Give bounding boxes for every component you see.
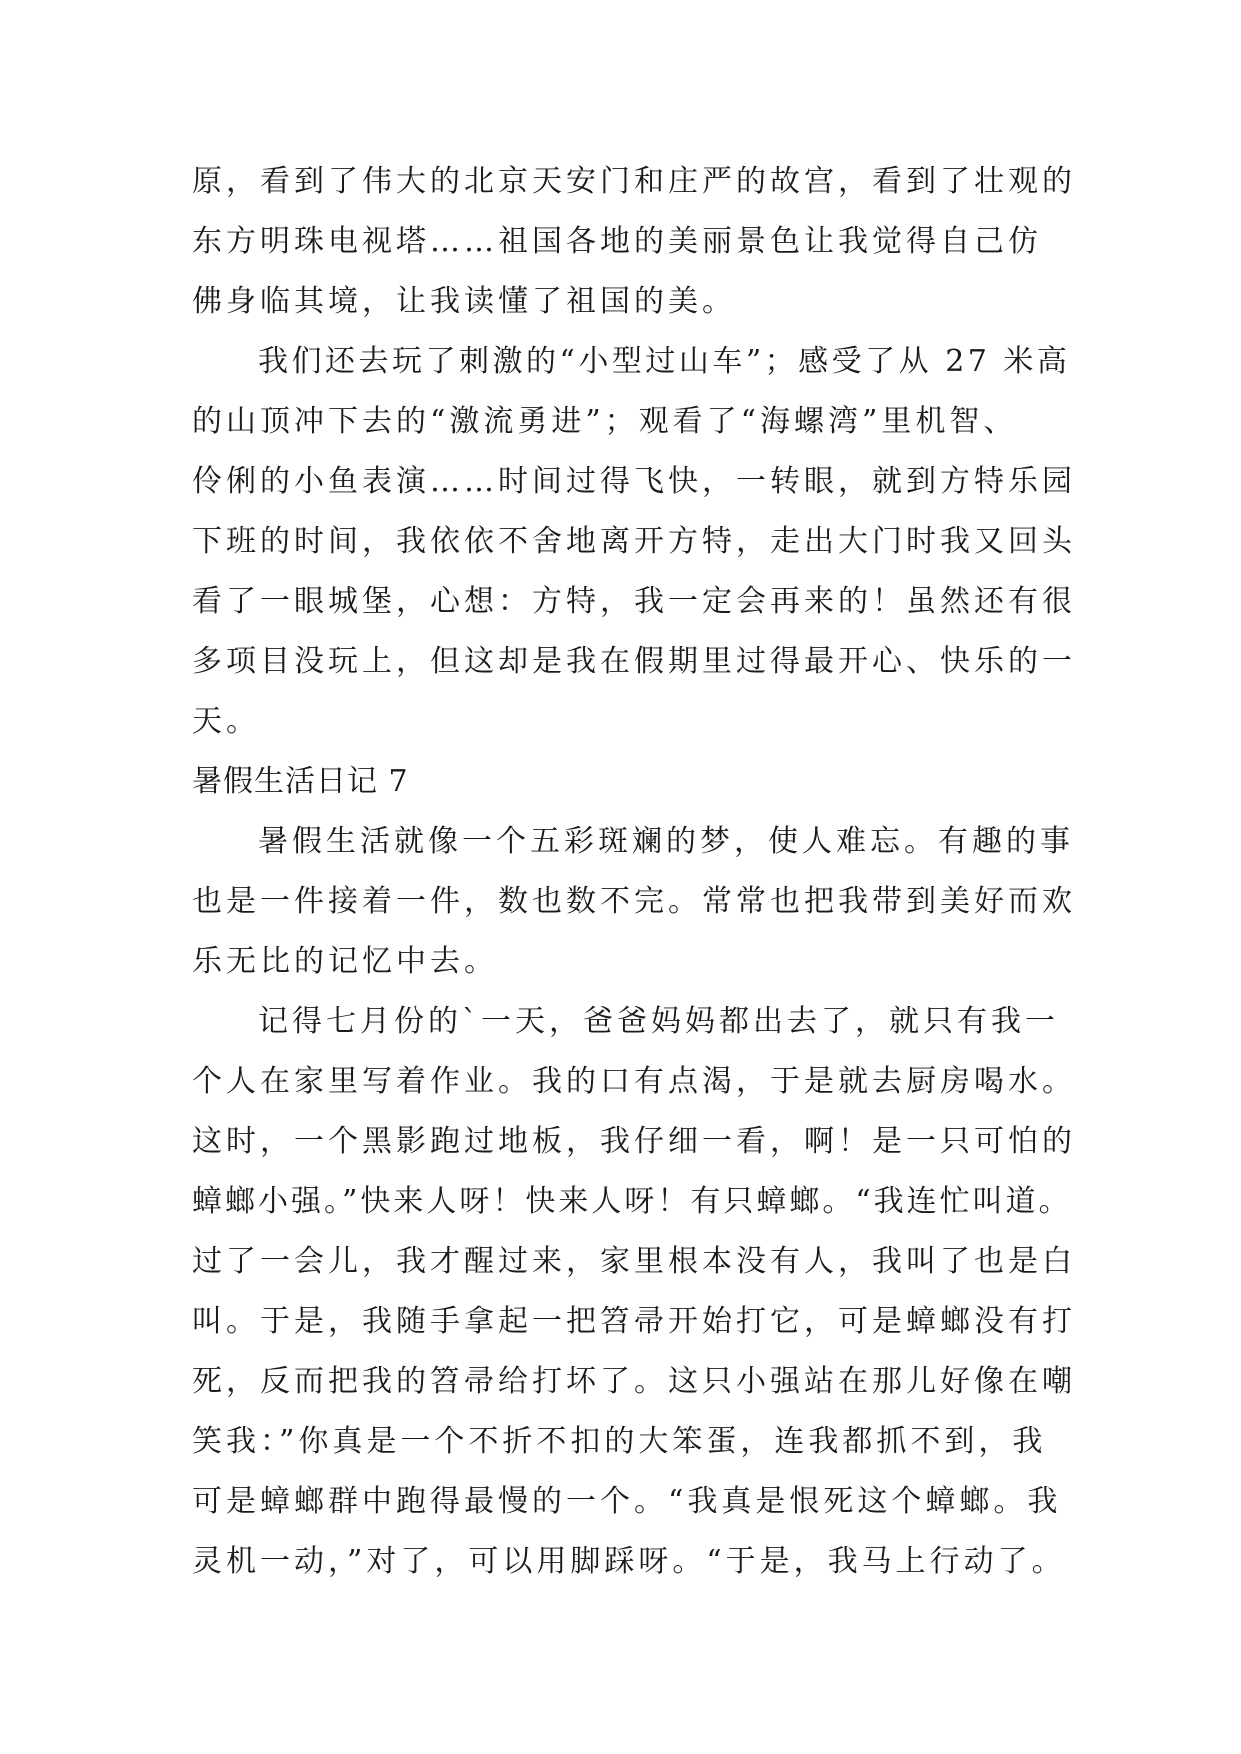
text-line: 天。 (192, 704, 260, 739)
document-body (192, 152, 1076, 1592)
text-line: 死，反而把我的笤帚给打坏了。这只小强站在那儿好像在嘲 (192, 1364, 1076, 1399)
text-line: 这时，一个黑影跑过地板，我仔细一看，啊！是一只可怕的 (192, 1124, 1076, 1159)
text-line: 的山顶冲下去的“激流勇进”；观看了“海螺湾”里机智、 (192, 404, 1018, 439)
text-line: 灵机一动，”对了，可以用脚踩呀。“于是，我马上行动了。 (192, 1544, 1066, 1579)
text-line: 记得七月份的`一天，爸爸妈妈都出去了，就只有我一 (258, 1004, 1059, 1039)
text-line: 东方明珠电视塔……祖国各地的美丽景色让我觉得自己仿 (192, 224, 1042, 259)
text-line: 蟑螂小强。”快来人呀！快来人呀！有只蟑螂。“我连忙叫道。 (192, 1184, 1072, 1219)
text-line: 乐无比的记忆中去。 (192, 944, 498, 979)
section-heading: 暑假生活日记 7 (192, 764, 409, 799)
text-line: 原，看到了伟大的北京天安门和庄严的故宫，看到了壮观的 (192, 164, 1076, 199)
text-line: 下班的时间，我依依不舍地离开方特，走出大门时我又回头 (192, 524, 1076, 559)
text-line: 伶俐的小鱼表演……时间过得飞快，一转眼，就到方特乐园 (192, 464, 1076, 499)
text-line: 多项目没玩上，但这却是我在假期里过得最开心、快乐的一 (192, 644, 1076, 679)
text-line: 佛身临其境，让我读懂了祖国的美。 (192, 284, 736, 319)
text-line: 过了一会儿，我才醒过来，家里根本没有人，我叫了也是白 (192, 1244, 1076, 1279)
text-line: 暑假生活就像一个五彩斑斓的梦，使人难忘。有趣的事 (258, 824, 1074, 859)
text-line: 叫。于是，我随手拿起一把笤帚开始打它，可是蟑螂没有打 (192, 1304, 1076, 1339)
text-line: 也是一件接着一件，数也数不完。常常也把我带到美好而欢 (192, 884, 1076, 919)
text-line: 我们还去玩了刺激的“小型过山车”；感受了从 27 米高 (258, 344, 1071, 379)
text-line: 笑我：”你真是一个不折不扣的大笨蛋，连我都抓不到，我 (192, 1424, 1047, 1459)
text-line: 看了一眼城堡，心想：方特，我一定会再来的！虽然还有很 (192, 584, 1076, 619)
text-line: 个人在家里写着作业。我的口有点渴，于是就去厨房喝水。 (192, 1064, 1076, 1099)
text-line: 可是蟑螂群中跑得最慢的一个。“我真是恨死这个蟑螂。我 (192, 1484, 1062, 1519)
